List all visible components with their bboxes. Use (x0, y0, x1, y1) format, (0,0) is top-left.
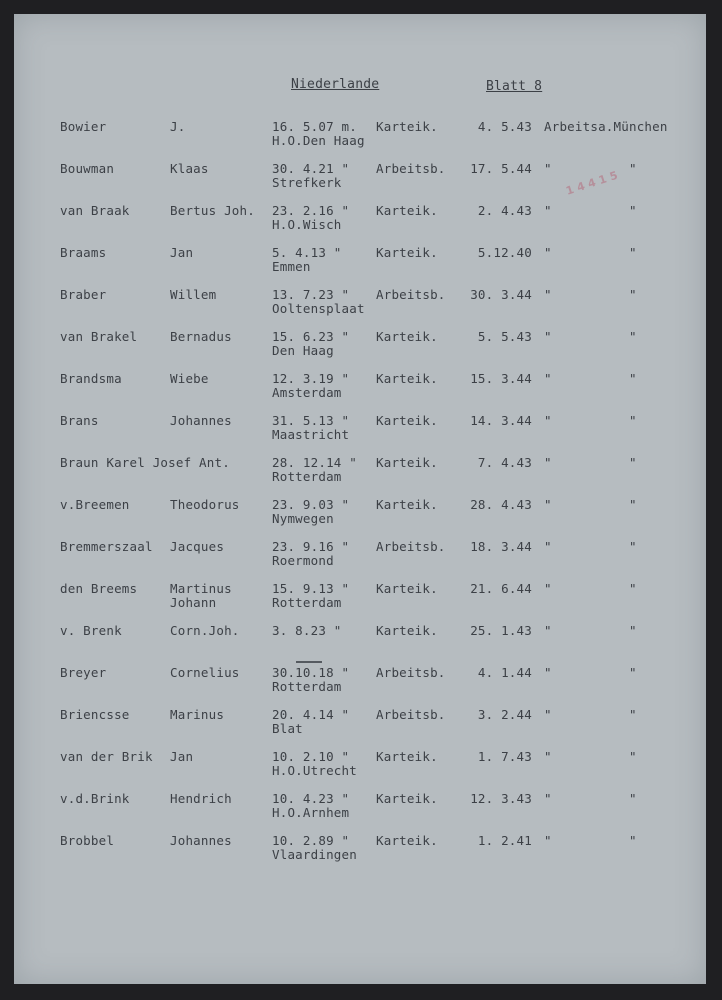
cell-date: 5.12.40 (477, 245, 532, 260)
cell-surname: Braber (60, 287, 107, 302)
cell-born: 10. 2.10 " (272, 749, 350, 764)
cell-dest: " (544, 707, 552, 722)
cell-given: Theodorus (170, 497, 240, 512)
cell-born: 3. 8.23 " (272, 623, 342, 638)
cell-born: 10. 4.23 " (272, 791, 350, 806)
cell-dest2: " (629, 455, 637, 470)
cell-date: 18. 3.44 (470, 539, 532, 554)
cell-given: Jacques (170, 539, 225, 554)
cell-dest: " (544, 791, 552, 806)
cell-born: 23. 9.16 " (272, 539, 350, 554)
cell-surname: Braams (60, 245, 107, 260)
cell-born: 31. 5.13 " (272, 413, 350, 428)
cell-type: Arbeitsb. (376, 665, 446, 680)
cell-surname: v. Brenk (60, 623, 122, 638)
cell-dest2: " (629, 371, 637, 386)
cell-dest2: " (629, 539, 637, 554)
cell-place: Roermond (272, 553, 334, 568)
cell-dest: " (544, 539, 552, 554)
cell-dest: " (544, 665, 552, 680)
cell-born: 16. 5.07 m. (272, 119, 357, 134)
cell-type: Karteik. (376, 371, 438, 386)
sheet-number: Blatt 8 (486, 79, 543, 94)
cell-place: Strefkerk (272, 175, 342, 190)
cell-born: 13. 7.23 " (272, 287, 350, 302)
cell-surname: Bouwman (60, 161, 115, 176)
cell-dest: " (544, 833, 552, 848)
cell-dest2: " (629, 791, 637, 806)
cell-surname: Brandsma (60, 371, 122, 386)
cell-born: 15. 9.13 " (272, 581, 350, 596)
cell-type: Karteik. (376, 749, 438, 764)
cell-surname: v.d.Brink (60, 791, 130, 806)
cell-dest2: " (629, 665, 637, 680)
cell-dest2: " (629, 329, 637, 344)
cell-dest: " (544, 245, 552, 260)
cell-place: Blat (272, 721, 303, 736)
cell-dest: " (544, 455, 552, 470)
cell-type: Arbeitsb. (376, 707, 446, 722)
cell-given: Martinus Johann (170, 581, 232, 610)
cell-place: Nymwegen (272, 511, 334, 526)
cell-place: Ooltensplaat (272, 301, 365, 316)
cell-place: H.O.Wisch (272, 217, 342, 232)
cell-type: Arbeitsb. (376, 161, 446, 176)
cell-date: 3. 2.44 (477, 707, 532, 722)
cell-surname: Bowier (60, 119, 107, 134)
cell-given: Corn.Joh. (170, 623, 240, 638)
cell-place: H.O.Utrecht (272, 763, 357, 778)
cell-dest: Arbeitsa.München (544, 119, 668, 134)
cell-type: Karteik. (376, 833, 438, 848)
cell-surname: den Breems (60, 581, 138, 596)
cell-dest: " (544, 329, 552, 344)
cell-date: 25. 1.43 (470, 623, 532, 638)
cell-surname: Bremmerszaal (60, 539, 153, 554)
cell-type: Karteik. (376, 329, 438, 344)
cell-place: Amsterdam (272, 385, 342, 400)
cell-dest2: " (629, 287, 637, 302)
cell-dest: " (544, 413, 552, 428)
cell-type: Karteik. (376, 245, 438, 260)
cell-surname: Breyer (60, 665, 107, 680)
document-page (14, 14, 706, 984)
cell-surname: van der Brik (60, 749, 153, 764)
cell-born: 28. 12.14 " (272, 455, 357, 470)
cell-surname: Brans (60, 413, 99, 428)
cell-born: 15. 6.23 " (272, 329, 350, 344)
cell-type: Karteik. (376, 203, 438, 218)
cell-dest2: " (629, 581, 637, 596)
cell-dest2: " (629, 623, 637, 638)
cell-place: H.O.Arnhem (272, 805, 350, 820)
cell-dest: " (544, 497, 552, 512)
cell-place: Rotterdam (272, 469, 342, 484)
cell-surname: Braun Karel Josef Ant. (60, 455, 230, 470)
cell-dest2: " (629, 413, 637, 428)
cell-date: 5. 5.43 (477, 329, 532, 344)
cell-given: Cornelius (170, 665, 240, 680)
cell-dest: " (544, 287, 552, 302)
cell-date: 2. 4.43 (477, 203, 532, 218)
cell-given: Hendrich (170, 791, 232, 806)
cell-given: Klaas (170, 161, 209, 176)
cell-place: Rotterdam (272, 595, 342, 610)
cell-date: 1. 7.43 (477, 749, 532, 764)
cell-date: 28. 4.43 (470, 497, 532, 512)
cell-dest2: " (629, 497, 637, 512)
cell-date: 15. 3.44 (470, 371, 532, 386)
cell-date: 12. 3.43 (470, 791, 532, 806)
cell-date: 21. 6.44 (470, 581, 532, 596)
cell-dest2: " (629, 833, 637, 848)
cell-type: Arbeitsb. (376, 287, 446, 302)
cell-date: 17. 5.44 (470, 161, 532, 176)
cell-type: Karteik. (376, 413, 438, 428)
cell-given: Wiebe (170, 371, 209, 386)
cell-dest2: " (629, 749, 637, 764)
cell-surname: van Brakel (60, 329, 138, 344)
cell-surname: Brobbel (60, 833, 115, 848)
cell-dest2: " (629, 707, 637, 722)
cell-dest2: " (629, 245, 637, 260)
cell-born: 30. 4.21 " (272, 161, 350, 176)
cell-dest: " (544, 371, 552, 386)
archive-stamp: 1 4 4 1 5 (564, 168, 620, 198)
cell-place: Maastricht (272, 427, 350, 442)
cell-born: 23. 9.03 " (272, 497, 350, 512)
cell-dest: " (544, 623, 552, 638)
cell-date: 7. 4.43 (477, 455, 532, 470)
cell-dest: " (544, 749, 552, 764)
cell-given: J. (170, 119, 186, 134)
cell-date: 30. 3.44 (470, 287, 532, 302)
cell-surname: v.Breemen (60, 497, 130, 512)
cell-dest2: " (629, 161, 637, 176)
cell-date: 4. 5.43 (477, 119, 532, 134)
cell-type: Karteik. (376, 119, 438, 134)
cell-type: Karteik. (376, 581, 438, 596)
cell-given: Johannes (170, 413, 232, 428)
cell-given: Bernadus (170, 329, 232, 344)
cell-born: 23. 2.16 " (272, 203, 350, 218)
cell-surname: van Braak (60, 203, 130, 218)
cell-place: Emmen (272, 259, 311, 274)
document-title: Niederlande (291, 77, 380, 92)
cell-born: 30.10.18 " (272, 665, 350, 680)
cell-given: Willem (170, 287, 217, 302)
cell-place: Rotterdam (272, 679, 342, 694)
cell-date: 4. 1.44 (477, 665, 532, 680)
cell-date: 1. 2.41 (477, 833, 532, 848)
cell-type: Arbeitsb. (376, 539, 446, 554)
cell-type: Karteik. (376, 791, 438, 806)
cell-place: Vlaardingen (272, 847, 357, 862)
dash-mark (296, 661, 322, 663)
cell-type: Karteik. (376, 497, 438, 512)
cell-type: Karteik. (376, 623, 438, 638)
cell-given: Jan (170, 245, 194, 260)
cell-date: 14. 3.44 (470, 413, 532, 428)
cell-place: Den Haag (272, 343, 334, 358)
cell-dest: " (544, 203, 552, 218)
cell-given: Bertus Joh. (170, 203, 255, 218)
cell-given: Johannes (170, 833, 232, 848)
cell-born: 20. 4.14 " (272, 707, 350, 722)
cell-dest: " (544, 161, 552, 176)
cell-surname: Briencsse (60, 707, 130, 722)
cell-place: H.O.Den Haag (272, 133, 365, 148)
cell-born: 12. 3.19 " (272, 371, 350, 386)
cell-dest: " (544, 581, 552, 596)
cell-given: Marinus (170, 707, 225, 722)
cell-dest2: " (629, 203, 637, 218)
cell-born: 10. 2.89 " (272, 833, 350, 848)
cell-type: Karteik. (376, 455, 438, 470)
cell-given: Jan (170, 749, 194, 764)
cell-born: 5. 4.13 " (272, 245, 342, 260)
